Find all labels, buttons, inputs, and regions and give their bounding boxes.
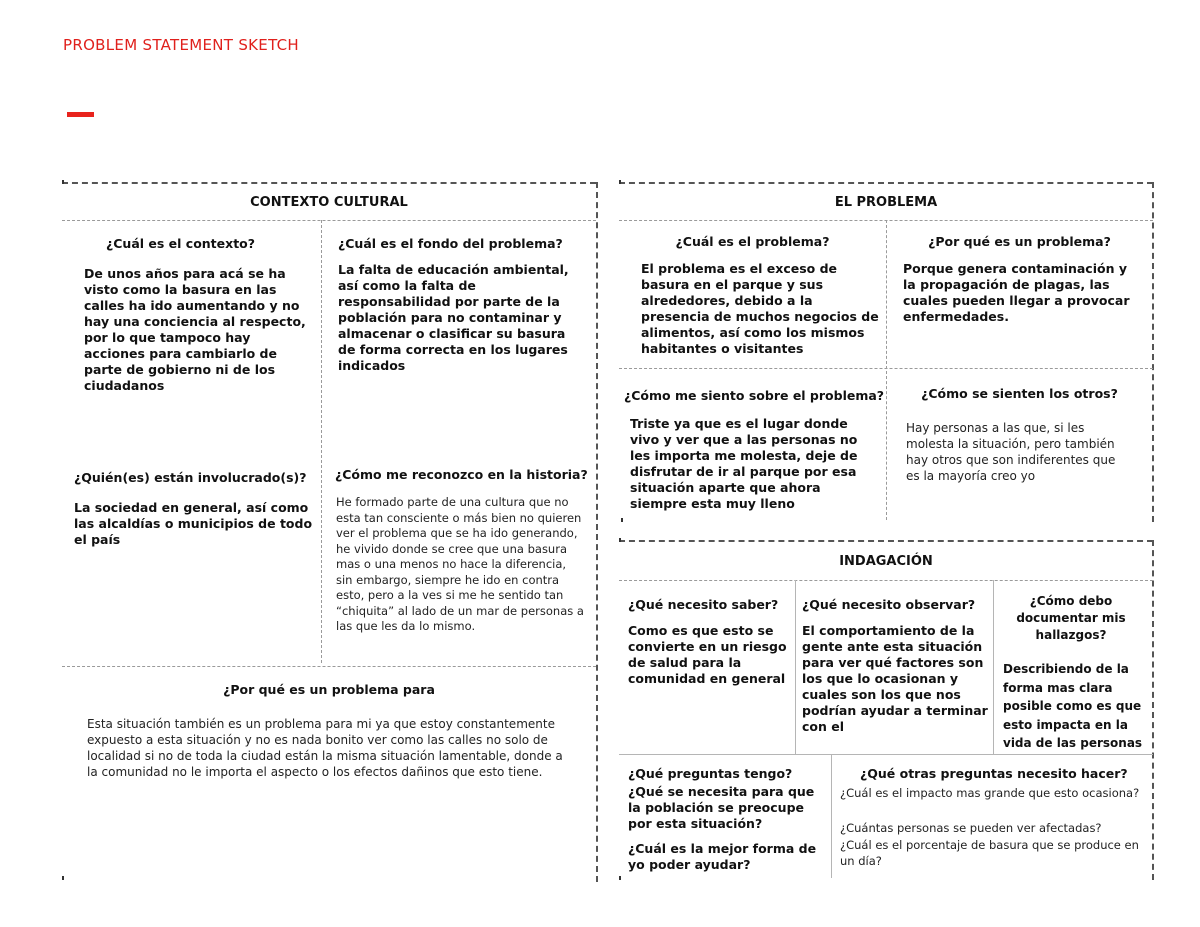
corner-mark: [62, 876, 64, 880]
divider: [321, 220, 322, 663]
answer-preguntas-tengo-2: ¿Cuál es la mejor forma de yo poder ayudar?: [628, 841, 817, 872]
corner-mark: [619, 538, 621, 542]
answer-necesito-observar: El comportamiento de la gente ante esta situación para ver qué factores son los que lo ocasionan y cuales son los que nos podrían ayudar a terminar con el: [802, 623, 988, 734]
question-como-otros: ¿Cómo se sienten los otros?: [921, 386, 1118, 401]
frame-right: [1152, 540, 1154, 880]
question-por-que-problema: ¿Por qué es un problema?: [928, 234, 1111, 249]
divider: [62, 666, 596, 667]
divider: [993, 580, 994, 754]
answer-por-que-problema: Porque genera contaminación y la propagación de plagas, las cuales pueden llegar a provocar enfermedades.: [903, 261, 1130, 324]
corner-mark: [619, 876, 621, 880]
answer-como-otros: Hay personas a las que, si les molesta la situación, pero también hay otros que son indiferentes que es la mayoría creo yo: [906, 421, 1116, 483]
section-title-indagacion: INDAGACIÓN: [839, 554, 933, 569]
question-como-me-siento: ¿Cómo me siento sobre el problema?: [624, 388, 885, 403]
question-fondo: ¿Cuál es el fondo del problema?: [338, 236, 563, 251]
answer-otras-preguntas-3: ¿Cuál es el porcentaje de basura que se produce en un día?: [840, 838, 1139, 868]
divider: [62, 220, 596, 221]
red-accent-bar: [67, 112, 94, 117]
corner-mark: [62, 180, 64, 184]
question-necesito-observar: ¿Qué necesito observar?: [802, 597, 976, 612]
question-cual-problema: ¿Cuál es el problema?: [675, 234, 830, 249]
divider: [619, 580, 1153, 581]
answer-reconozco: He formado parte de una cultura que no esta tan consciente o más bien no quieren ver el problema que se ha ido generando, he vivido donde se cree que una basura mas o una menos no hace la diferencia, sin embargo, siempre he ido en contra esto, pero a la ves si me he sentido tan “chiquita” al lado de un mar de personas a las que les da lo mismo.: [336, 495, 584, 633]
page-title: PROBLEM STATEMENT SKETCH: [63, 36, 300, 54]
answer-involucrados: La sociedad en general, así como las alcaldías o municipios de todo el país: [74, 500, 313, 547]
question-otras-preguntas: ¿Qué otras preguntas necesito hacer?: [860, 766, 1128, 781]
answer-preguntas-tengo-1: ¿Qué se necesita para que la población se preocupe por esta situación?: [628, 784, 815, 831]
answer-problema-para: Esta situación también es un problema para mi ya que estoy constantemente expuesto a esta situación y no es nada bonito ver como las calles no solo de localidad si no de toda la ciudad están la misma situación lamentable, donde a la comunidad no le importa el aspecto o los efectos dañinos que esto tiene.: [87, 717, 563, 779]
frame-top: [619, 540, 1153, 542]
answer-otras-preguntas-2: ¿Cuántas personas se pueden ver afectadas?: [840, 821, 1102, 835]
divider: [619, 368, 1153, 369]
section-title-contexto: CONTEXTO CULTURAL: [250, 195, 408, 210]
answer-contexto: De unos años para acá se ha visto como la basura en las calles ha ido aumentando y no hay una conciencia al respecto, por lo que tampoco hay acciones para cambiarlo de parte de gobierno ni de los ciudadanos: [84, 266, 306, 393]
divider: [795, 580, 796, 754]
divider: [619, 754, 1153, 755]
answer-cual-problema: El problema es el exceso de basura en el parque y sus alrededores, debido a la presencia de muchos negocios de alimentos, así como los mismos habitantes o visitantes: [641, 261, 879, 356]
answer-fondo: La falta de educación ambiental, así como la falta de responsabilidad por parte de la población para no contaminar y almacenar o clasificar su basura de forma correcta en los lugares indicados: [338, 262, 569, 373]
question-necesito-saber: ¿Qué necesito saber?: [628, 597, 779, 612]
answer-necesito-saber: Como es que esto se convierte en un riesgo de salud para la comunidad en general: [628, 623, 787, 686]
frame-top: [619, 182, 1153, 184]
question-contexto: ¿Cuál es el contexto?: [106, 236, 256, 251]
frame-right: [596, 182, 598, 882]
section-title-problema: EL PROBLEMA: [834, 195, 938, 210]
answer-documentar: Describiendo de la forma mas clara posible como es que esto impacta en la vida de las personas: [1003, 662, 1143, 750]
frame-top: [62, 182, 596, 184]
corner-mark: [619, 180, 621, 184]
divider: [831, 754, 832, 878]
corner-mark: [621, 518, 623, 522]
question-problema-para: ¿Por qué es un problema para: [223, 682, 435, 697]
answer-otras-preguntas-1: ¿Cuál es el impacto mas grande que esto ocasiona?: [840, 786, 1140, 800]
answer-como-me-siento: Triste ya que es el lugar donde vivo y ver que a las personas no les importa me molesta, deje de disfrutar de ir al parque por esa situación aparte que ahora siempre esta muy lleno: [630, 416, 858, 511]
question-documentar: ¿Cómo debo documentar mis hallazgos?: [1016, 594, 1126, 642]
question-involucrados: ¿Quién(es) están involucrado(s)?: [74, 470, 307, 485]
question-preguntas-tengo: ¿Qué preguntas tengo?: [628, 766, 793, 781]
frame-right: [1152, 182, 1154, 522]
question-reconozco: ¿Cómo me reconozco en la historia?: [335, 467, 588, 482]
divider: [886, 220, 887, 520]
